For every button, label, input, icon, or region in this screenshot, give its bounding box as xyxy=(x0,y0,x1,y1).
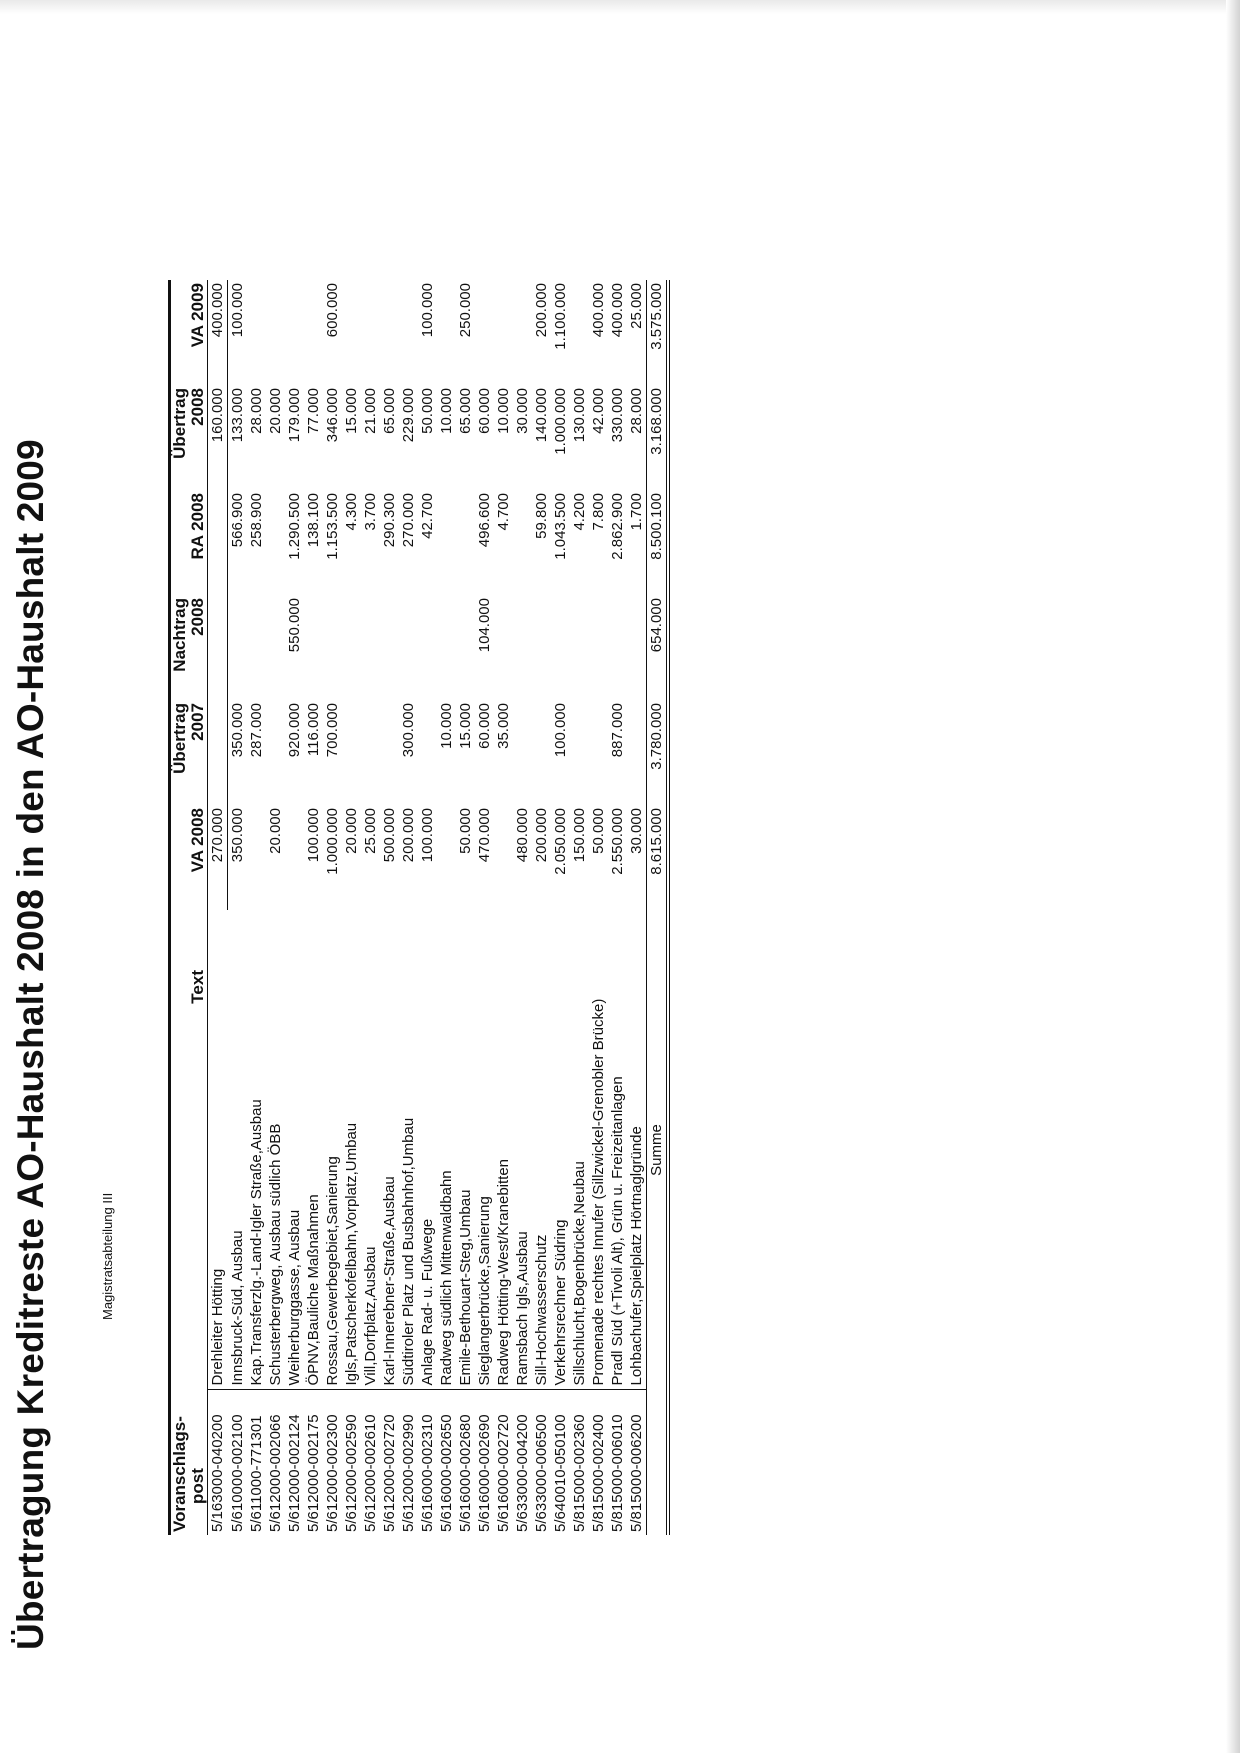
sum-nt2008: 654.000 xyxy=(647,595,669,700)
cell-ra2008: 258.900 xyxy=(248,493,265,548)
cell-nt2008 xyxy=(513,595,532,700)
cell-va2008: 50.000 xyxy=(457,808,474,854)
cell-nt2008 xyxy=(247,595,266,700)
cell-ra2008: 4.200 xyxy=(571,493,588,531)
cell-post: 5/612000-002124 xyxy=(285,1390,304,1535)
cell-ra2008 xyxy=(456,490,475,595)
cell-ra2008: 138.100 xyxy=(305,493,322,548)
cell-va2008: 470.000 xyxy=(476,808,493,863)
cell-nt2008 xyxy=(608,595,627,700)
cell-post: 5/616000-002690 xyxy=(475,1390,494,1535)
table-row xyxy=(627,280,647,1535)
cell-va2008 xyxy=(285,805,304,910)
cell-va2008: 200.000 xyxy=(400,808,417,863)
table-row xyxy=(285,280,304,1535)
cell-nt2008 xyxy=(570,595,589,700)
cell-post: 5/612000-002590 xyxy=(342,1390,361,1535)
table-row xyxy=(494,280,513,1535)
cell-text: Radweg südlich Mittenwaldbahn xyxy=(438,1170,455,1386)
cell-ue2008: 330.000 xyxy=(609,388,626,443)
table-row xyxy=(475,280,494,1535)
header-row xyxy=(170,280,208,1535)
table-row xyxy=(418,280,437,1535)
cell-ue2008: 229.000 xyxy=(400,388,417,443)
cell-ue2007 xyxy=(589,700,608,805)
credit-table xyxy=(168,280,670,1535)
cell-ue2008: 65.000 xyxy=(381,388,398,434)
cell-ue2007: 887.000 xyxy=(609,703,626,758)
cell-post: 5/616000-002310 xyxy=(418,1390,437,1535)
cell-va2009 xyxy=(475,280,494,385)
sum-post-cell xyxy=(647,1390,669,1535)
cell-ue2007 xyxy=(266,700,285,805)
cell-va2008: 20.000 xyxy=(267,808,284,854)
cell-va2008 xyxy=(494,805,513,910)
cell-ue2007 xyxy=(380,700,399,805)
department-label: Magistratsabteilung III xyxy=(100,1192,115,1320)
cell-post: 5/611000-771301 xyxy=(247,1390,266,1535)
cell-text: Vill,Dorfplatz,Ausbau xyxy=(362,1246,379,1386)
cell-ue2008: 10.000 xyxy=(495,388,512,434)
cell-va2008: 1.000.000 xyxy=(324,808,341,875)
cell-va2009 xyxy=(342,280,361,385)
cell-ue2007 xyxy=(418,700,437,805)
cell-ue2007 xyxy=(627,700,647,805)
cell-ue2008: 21.000 xyxy=(362,388,379,434)
cell-ue2008: 42.000 xyxy=(590,388,607,434)
cell-text: Weiherburggasse, Ausbau xyxy=(286,1209,303,1386)
cell-ue2008: 20.000 xyxy=(267,388,284,434)
table-row xyxy=(551,280,570,1535)
cell-post: 5/815000-006200 xyxy=(627,1390,647,1535)
table-row xyxy=(570,280,589,1535)
cell-va2009 xyxy=(399,280,418,385)
header-post-line1: Voranschlags- xyxy=(170,1416,189,1532)
cell-va2009: 200.000 xyxy=(533,283,550,338)
table-body xyxy=(208,280,647,1535)
cell-ra2008: 1.290.500 xyxy=(286,493,303,560)
cell-va2009 xyxy=(247,280,266,385)
table-row xyxy=(342,280,361,1535)
cell-post: 5/163000-040200 xyxy=(208,1390,228,1535)
cell-ue2007 xyxy=(342,700,361,805)
cell-nt2008 xyxy=(228,595,248,700)
cell-post: 5/616000-002720 xyxy=(494,1390,513,1535)
cell-ue2007: 116.000 xyxy=(305,703,322,757)
cell-ra2008: 270.000 xyxy=(400,493,417,548)
cell-va2009 xyxy=(437,280,456,385)
cell-post: 5/612000-002175 xyxy=(304,1390,323,1535)
cell-nt2008 xyxy=(418,595,437,700)
cell-nt2008 xyxy=(627,595,647,700)
cell-text: Kap.Transferzlg.-Land-Igler Straße,Ausbau xyxy=(248,1099,265,1386)
header-post-line2: post xyxy=(188,1468,207,1504)
cell-text: Sill-Hochwasserschutz xyxy=(533,1234,550,1386)
header-nt2008: Nachtrag 2008 xyxy=(170,595,208,700)
cell-text: Emile-Bethouart-Steg,Umbau xyxy=(457,1189,474,1386)
table-row xyxy=(228,280,248,1535)
cell-text: Schusterbergweg, Ausbau südlich ÖBB xyxy=(267,1123,284,1386)
cell-post: 5/612000-002610 xyxy=(361,1390,380,1535)
header-va2009: VA 2009 xyxy=(170,280,208,385)
cell-va2008: 270.000 xyxy=(208,805,228,910)
cell-ue2007: 350.000 xyxy=(229,703,246,758)
cell-va2008: 20.000 xyxy=(343,808,360,854)
cell-va2009: 1.100.000 xyxy=(552,283,569,350)
cell-ra2008: 1.153.500 xyxy=(324,493,341,560)
cell-ra2008: 4.700 xyxy=(495,493,512,531)
cell-nt2008 xyxy=(532,595,551,700)
cell-nt2008 xyxy=(551,595,570,700)
cell-nt2008: 104.000 xyxy=(476,598,493,653)
cell-ue2007 xyxy=(532,700,551,805)
cell-post: 5/815000-002400 xyxy=(589,1390,608,1535)
cell-nt2008 xyxy=(494,595,513,700)
cell-text: Drehleiter Hötting xyxy=(209,1268,227,1386)
table-row xyxy=(323,280,342,1535)
cell-ue2008: 60.000 xyxy=(476,388,493,434)
cell-nt2008: 550.000 xyxy=(286,598,303,653)
table-row xyxy=(513,280,532,1535)
cell-ue2008: 1.000.000 xyxy=(552,388,569,455)
cell-ra2008: 290.300 xyxy=(381,493,398,548)
cell-ra2008 xyxy=(437,490,456,595)
cell-va2008: 30.000 xyxy=(628,808,645,854)
sum-row xyxy=(647,280,669,1535)
sum-label: Summe xyxy=(647,910,669,1390)
sum-ue2008: 3.168.000 xyxy=(647,385,669,490)
cell-ra2008: 1.043.500 xyxy=(552,493,569,560)
cell-ue2007 xyxy=(208,700,228,805)
cell-text: Verkehrsrechner Südring xyxy=(552,1219,569,1386)
cell-va2008: 25.000 xyxy=(362,808,379,854)
header-ue2007: Übertrag 2007 xyxy=(170,700,208,805)
header-text: Text xyxy=(170,910,208,1390)
cell-ue2008: 65.000 xyxy=(457,388,474,434)
sum-va2008: 8.615.000 xyxy=(647,805,669,910)
header-va2008: VA 2008 xyxy=(170,805,208,910)
cell-ue2008: 15.000 xyxy=(343,388,360,434)
table-row xyxy=(589,280,608,1535)
cell-va2008: 500.000 xyxy=(381,808,398,863)
cell-nt2008 xyxy=(380,595,399,700)
header-ra2008: RA 2008 xyxy=(170,490,208,595)
cell-text: Rossau,Gewerbegebiet,Sanierung xyxy=(324,1156,341,1386)
cell-ue2007: 35.000 xyxy=(495,703,512,749)
cell-ra2008: 2.862.900 xyxy=(609,493,626,560)
cell-text: Anlage Rad- u. Fußwege xyxy=(419,1218,436,1386)
rotated-sheet xyxy=(0,10,1200,1650)
cell-va2009 xyxy=(285,280,304,385)
cell-va2009: 25.000 xyxy=(628,283,645,329)
cell-ue2008: 130.000 xyxy=(571,388,588,443)
cell-ue2007: 15.000 xyxy=(457,703,474,749)
cell-post: 5/612000-002990 xyxy=(399,1390,418,1535)
cell-text: Igls,Patscherkofelbahn,Vorplatz,Umbau xyxy=(343,1122,360,1386)
cell-ra2008 xyxy=(513,490,532,595)
page-title: Übertragung Kreditreste AO-Haushalt 2008 in den AO-Haushalt 2009 xyxy=(10,439,51,1650)
table-row xyxy=(608,280,627,1535)
cell-ra2008: 59.800 xyxy=(533,493,550,539)
cell-ue2008: 10.000 xyxy=(438,388,455,434)
cell-text: Ramsbach Igls,Ausbau xyxy=(514,1231,531,1386)
cell-nt2008 xyxy=(456,595,475,700)
sum-ue2007: 3.780.000 xyxy=(647,700,669,805)
cell-text: Sillschlucht,Bogenbrücke,Neubau xyxy=(571,1161,588,1386)
cell-ue2007: 300.000 xyxy=(400,703,417,758)
cell-va2009: 400.000 xyxy=(590,283,607,338)
cell-ue2008: 77.000 xyxy=(305,388,322,434)
cell-nt2008 xyxy=(208,595,228,700)
cell-post: 5/633000-006500 xyxy=(532,1390,551,1535)
cell-va2009 xyxy=(266,280,285,385)
table-row xyxy=(399,280,418,1535)
cell-va2008 xyxy=(247,805,266,910)
cell-text: Radweg Hötting-West/Kranebitten xyxy=(495,1158,512,1386)
cell-ue2007: 920.000 xyxy=(286,703,303,758)
table-row xyxy=(304,280,323,1535)
cell-ra2008 xyxy=(208,490,228,595)
cell-nt2008 xyxy=(589,595,608,700)
cell-va2008: 350.000 xyxy=(229,808,246,863)
cell-va2009: 250.000 xyxy=(457,283,474,338)
cell-ra2008: 496.600 xyxy=(476,493,493,548)
cell-ra2008: 566.900 xyxy=(229,493,246,548)
cell-va2008 xyxy=(437,805,456,910)
cell-va2009 xyxy=(513,280,532,385)
table-row xyxy=(361,280,380,1535)
cell-ue2008: 30.000 xyxy=(514,388,531,434)
cell-ra2008: 3.700 xyxy=(362,493,379,531)
cell-nt2008 xyxy=(342,595,361,700)
cell-va2008: 100.000 xyxy=(305,808,322,863)
cell-ue2007 xyxy=(570,700,589,805)
cell-nt2008 xyxy=(323,595,342,700)
scan-edge-right xyxy=(1226,0,1240,1753)
cell-nt2008 xyxy=(361,595,380,700)
cell-text: Innsbruck-Süd, Ausbau xyxy=(228,1230,246,1386)
sum-ra2008: 8.500.100 xyxy=(647,490,669,595)
header-ue2008: Übertrag 2008 xyxy=(170,385,208,490)
cell-ue2007: 10.000 xyxy=(438,703,455,749)
cell-ra2008 xyxy=(266,490,285,595)
cell-va2008: 480.000 xyxy=(514,808,531,863)
cell-ra2008: 42.700 xyxy=(419,493,436,539)
cell-ue2007 xyxy=(513,700,532,805)
table-row xyxy=(247,280,266,1535)
cell-text: Sieglangerbrücke,Sanierung xyxy=(476,1196,493,1386)
cell-va2009: 400.000 xyxy=(609,283,626,338)
cell-nt2008 xyxy=(304,595,323,700)
cell-post: 5/815000-002360 xyxy=(570,1390,589,1535)
cell-nt2008 xyxy=(399,595,418,700)
cell-va2008: 2.050.000 xyxy=(552,808,569,875)
cell-va2009: 100.000 xyxy=(419,283,436,338)
cell-ra2008: 1.700 xyxy=(628,493,645,531)
cell-text: Lohbachufer,Spielplatz Hörtnaglgründe xyxy=(628,1126,645,1386)
cell-ue2008: 160.000 xyxy=(208,385,228,490)
header-post xyxy=(170,1390,208,1535)
cell-nt2008 xyxy=(266,595,285,700)
cell-ue2008: 179.000 xyxy=(286,388,303,443)
cell-post: 5/612000-002066 xyxy=(266,1390,285,1535)
table-row xyxy=(437,280,456,1535)
cell-ue2007: 700.000 xyxy=(324,703,341,758)
cell-va2009 xyxy=(570,280,589,385)
cell-ue2007: 100.000 xyxy=(552,703,569,758)
cell-nt2008 xyxy=(437,595,456,700)
cell-text: Pradl Süd (+Tivoli Alt), Grün u. Freizeitanlagen xyxy=(609,1076,626,1386)
cell-ra2008: 7.800 xyxy=(590,493,607,531)
cell-ue2008: 50.000 xyxy=(419,388,436,434)
cell-va2008: 2.550.000 xyxy=(609,808,626,875)
cell-ue2008: 346.000 xyxy=(324,388,341,443)
cell-va2009 xyxy=(494,280,513,385)
cell-ue2007 xyxy=(361,700,380,805)
table-row xyxy=(380,280,399,1535)
cell-text: Karl-Innerebner-Straße,Ausbau xyxy=(381,1176,398,1386)
sum-va2009: 3.575.000 xyxy=(647,280,669,385)
cell-va2009: 600.000 xyxy=(324,283,341,338)
cell-text: Südtiroler Platz und Busbahnhof,Umbau xyxy=(400,1117,417,1386)
cell-post: 5/612000-002720 xyxy=(380,1390,399,1535)
cell-post: 5/815000-006010 xyxy=(608,1390,627,1535)
table-row xyxy=(456,280,475,1535)
cell-va2009 xyxy=(380,280,399,385)
cell-post: 5/612000-002300 xyxy=(323,1390,342,1535)
cell-va2008: 200.000 xyxy=(533,808,550,863)
cell-ue2007: 60.000 xyxy=(476,703,493,749)
cell-post: 5/640010-050100 xyxy=(551,1390,570,1535)
cell-ue2008: 28.000 xyxy=(248,388,265,434)
cell-va2008: 100.000 xyxy=(419,808,436,863)
cell-post: 5/633000-004200 xyxy=(513,1390,532,1535)
cell-text: Promenade rechtes Innufer (Sillzwickel-Grenobler Brücke) xyxy=(590,998,607,1386)
cell-text: ÖPNV,Bauliche Maßnahmen xyxy=(305,1194,322,1386)
table-row xyxy=(266,280,285,1535)
table-row xyxy=(532,280,551,1535)
cell-ue2008: 133.000 xyxy=(229,388,246,443)
cell-ue2008: 140.000 xyxy=(533,388,550,443)
cell-post: 5/616000-002680 xyxy=(456,1390,475,1535)
cell-va2009 xyxy=(304,280,323,385)
cell-va2008: 150.000 xyxy=(571,808,588,863)
cell-va2009: 100.000 xyxy=(229,283,246,338)
cell-va2009: 400.000 xyxy=(208,280,228,385)
cell-va2009 xyxy=(361,280,380,385)
cell-post: 5/610000-002100 xyxy=(228,1390,248,1535)
cell-va2008: 50.000 xyxy=(590,808,607,854)
cell-ue2008: 28.000 xyxy=(628,388,645,434)
table-row xyxy=(208,280,228,1535)
cell-ue2007: 287.000 xyxy=(248,703,265,758)
cell-post: 5/616000-002650 xyxy=(437,1390,456,1535)
cell-ra2008: 4.300 xyxy=(343,493,360,531)
